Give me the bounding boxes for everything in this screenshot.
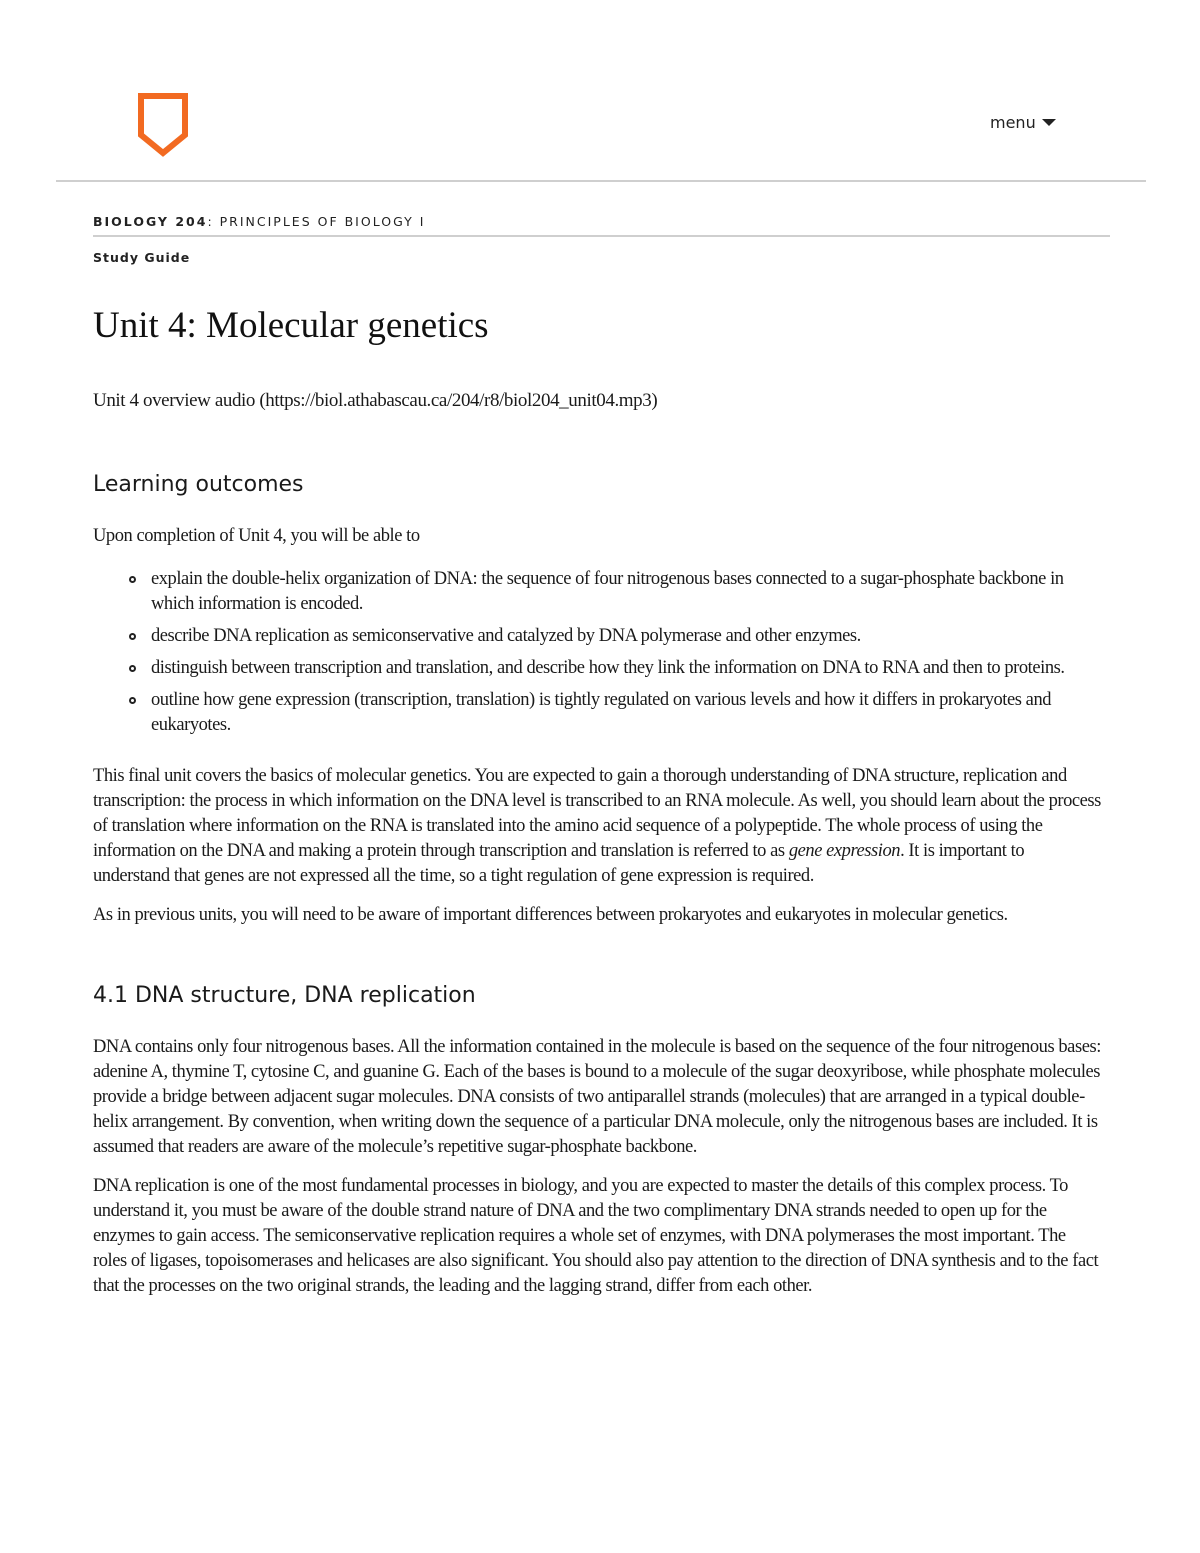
- audio-link[interactable]: Unit 4 overview audio (https://biol.athabascau.ca/204/r8/biol204_unit04.mp3): [93, 390, 658, 411]
- caret-down-icon: [1042, 118, 1056, 127]
- dna-structure-paragraph: DNA contains only four nitrogenous bases. All the information contained in the molecule is based on the sequence of the four nitrogenous bases: adenine A, thymine T, cytosine C, and guanine G. Each of the bases is bound to a molecule of the sugar deoxyribose, while phosphate molecules provide a bridge between adjacent sugar molecules. DNA consists of two antiparallel strands (molecules) that are arranged in a typical double-helix arrangement. By convention, when writing down the sequence of a particular DNA molecule, only the nitrogenous bases are included. It is assumed that readers are aware of the molecule’s repetitive sugar-phosphate backbone.: [93, 1037, 1101, 1157]
- dna-replication-paragraph: DNA replication is one of the most fundamental processes in biology, and you are expected to master the details of this complex process. To understand it, you must be aware of the double strand nature of DNA and the two complimentary DNA strands needed to open up for the enzymes to gain access. The semiconservative replication requires a whole set of enzymes, with DNA polymerases the most important. The roles of ligases, topoisomerases and helicases are also significant. You should also pay attention to the direction of DNA synthesis and to the fact that the processes on the two original strands, the leading and the lagging strand, differ from each other.: [93, 1176, 1099, 1296]
- section-4-1-heading: 4.1 DNA structure, DNA replication: [93, 983, 476, 1008]
- bullet-icon: [129, 697, 136, 704]
- menu-button[interactable]: [990, 113, 1056, 132]
- shield-logo-icon[interactable]: [138, 93, 188, 157]
- list-item: distinguish between transcription and translation, and describe how they link the information on DNA to RNA and then to proteins.: [151, 656, 1103, 681]
- course-title: [93, 214, 425, 229]
- bullet-icon: [129, 633, 136, 640]
- list-item: outline how gene expression (transcription, translation) is tightly regulated on various levels and how it differs in prokaryotes and eukaryotes.: [151, 688, 1103, 738]
- header-divider: [56, 180, 1146, 182]
- course-divider: [93, 235, 1110, 237]
- learning-outcomes-heading: Learning outcomes: [93, 472, 304, 497]
- learning-outcomes-list: [93, 567, 1103, 738]
- list-item: describe DNA replication as semiconservative and catalyzed by DNA polymerase and other enzymes.: [151, 624, 1103, 649]
- gene-expression-term: gene expression: [788, 841, 901, 861]
- section-label: Study Guide: [93, 250, 191, 265]
- learning-outcomes-intro: Upon completion of Unit 4, you will be able to: [93, 526, 420, 546]
- course-name: PRINCIPLES OF BIOLOGY I: [219, 214, 426, 229]
- bullet-icon: [129, 665, 136, 672]
- main-content: [93, 302, 1103, 1299]
- course-code: BIOLOGY 204: [93, 214, 208, 229]
- course-separator: :: [207, 214, 220, 229]
- overview-paragraph: This final unit covers the basics of molecular genetics. You are expected to gain a thorough understanding of DNA structure, replication and transcription: the process in which information on the DNA level is transcribed to an RNA molecule. As well, you should learn about the process of translation where information on the RNA is translated into the amino acid sequence of a polypeptide. The whole process of using the information on the DNA and making a protein through transcription and translation is referred to as gene expression. It is important to understand that genes are not expressed all the time, so a tight regulation of gene expression is required.: [93, 766, 1101, 886]
- list-item: explain the double-helix organization of DNA: the sequence of four nitrogenous bases connected to a sugar-phosphate backbone in which information is encoded.: [151, 567, 1103, 617]
- menu-label: menu: [990, 113, 1036, 132]
- overview-paragraph-2: As in previous units, you will need to be aware of important differences between prokaryotes and eukaryotes in molecular genetics.: [93, 905, 1008, 925]
- page-title: Unit 4: Molecular genetics: [93, 305, 489, 346]
- bullet-icon: [129, 576, 136, 583]
